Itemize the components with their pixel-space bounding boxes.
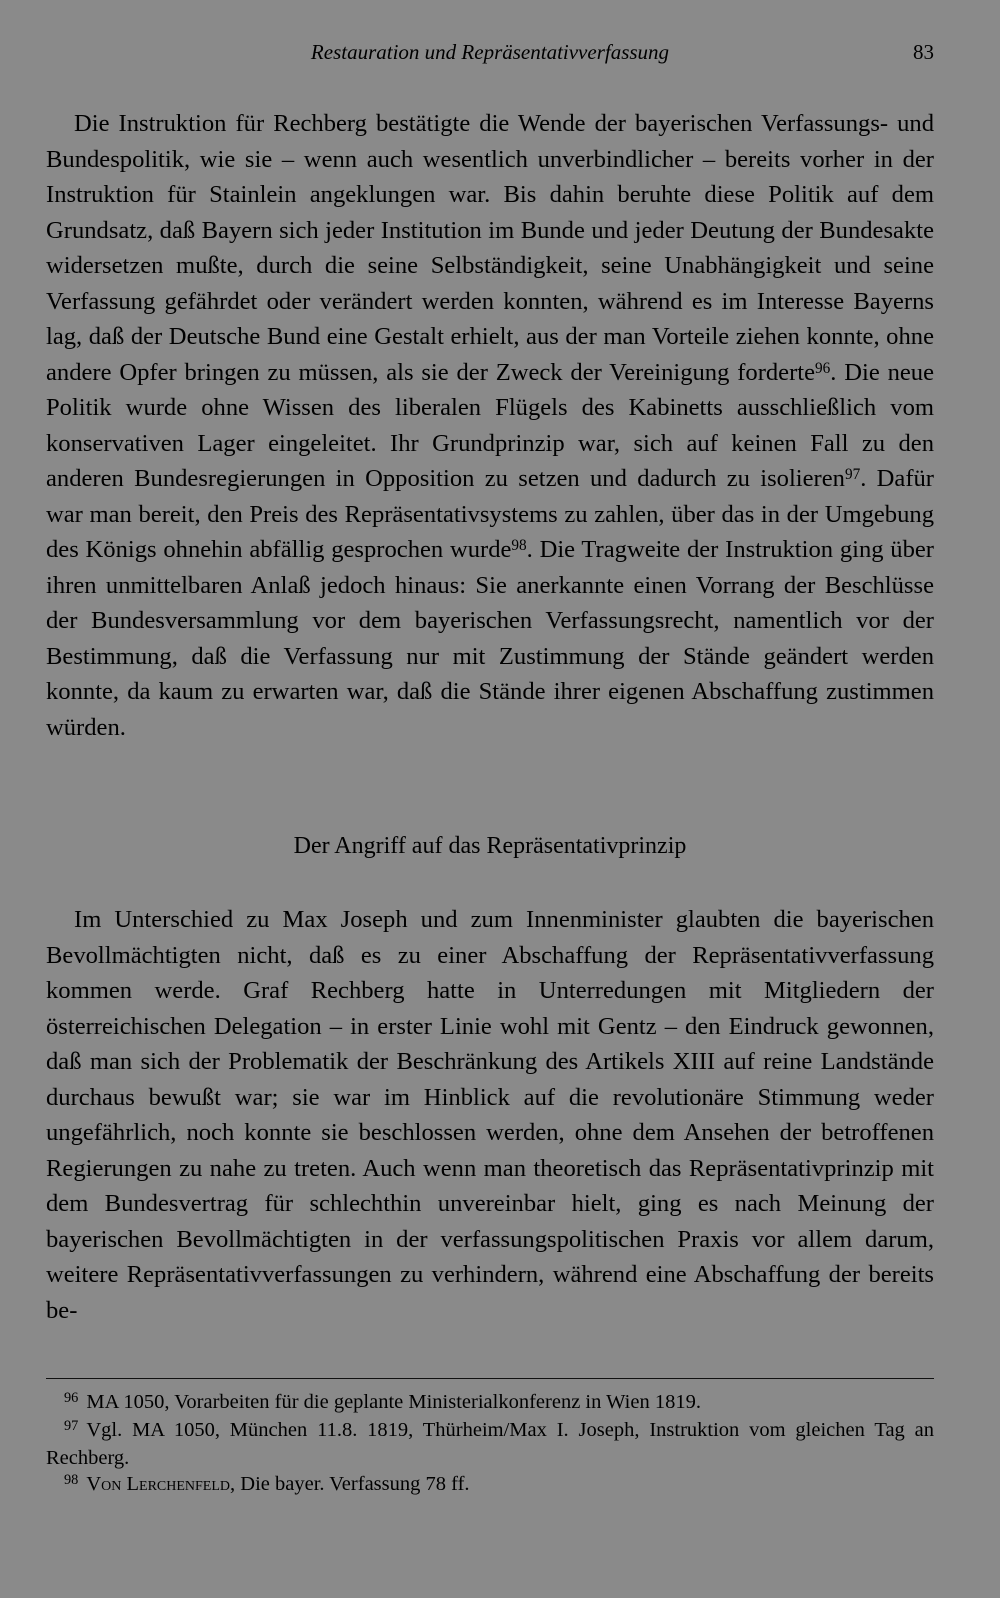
footnote-ref-98[interactable]: 98 xyxy=(511,537,527,555)
footnote-ref-97[interactable]: 97 xyxy=(844,466,861,484)
running-title: Restauration und Repräsentativverfassung xyxy=(310,40,670,64)
footnotes xyxy=(46,1389,934,1499)
footnote-text: , Die bayer. Verfassung 78 ff. xyxy=(230,1473,470,1495)
section-heading: Der Angriff auf das Repräsentativprinzip xyxy=(293,833,687,859)
running-head xyxy=(46,40,934,74)
book-page xyxy=(46,40,934,1570)
paragraph-1-text-d: . Die Tragweite der Instruktion ging über ihren unmittelbaren Anlaß jedoch hinaus: Sie anerkannte einen Vorrang der Beschlüsse der Bundesversammlung vor dem bayerischen Verfassungsrecht, namentlich vor der Bestimmung, daß die Verfassung nur mit Zustimmung der Stände geändert werden konnte, da kaum zu erwarten war, daß die Stände ihrer eigenen Abschaffung zustimmen würden. xyxy=(46,536,934,741)
footnote-text: Vgl. MA 1050, München 11.8. 1819, Thürheim/Max I. Joseph, Instruktion vom gleichen Tag an Rechberg. xyxy=(46,1419,934,1469)
footnote-text: MA 1050, Vorarbeiten für die geplante Ministerialkonferenz in Wien 1819. xyxy=(86,1391,701,1413)
footnote-number: 96 xyxy=(64,1389,79,1406)
footnote-96 xyxy=(46,1389,934,1417)
footnote-number: 97 xyxy=(64,1417,79,1434)
footnote-author: Von Lerchenfeld xyxy=(86,1473,231,1495)
paragraph-1-text-c: . Dafür war man bereit, den Preis des Repräsentativsystems zu zahlen, über das in der Umgebung des Königs ohnehin abfällig gesprochen wurde xyxy=(46,465,934,563)
paragraph-1-text-a: Die Instruktion für Rechberg bestätigte die Wende der bayerischen Verfassungs- und Bundespolitik, wie sie – wenn auch wesentlich unverbindlicher – bereits vorher in der Instruktion für Stainlein angeklungen war. Bis dahin beruhte diese Politik auf dem Grundsatz, daß Bayern sich jeder Institution im Bunde und jeder Deutung der Bundesakte widersetzen mußte, durch die seine Selbständigkeit, seine Unabhängigkeit und seine Verfassung gefährdet oder verändert werden konnten, während es im Interesse Bayerns lag, daß der Deutsche Bund eine Gestalt erhielt, aus der man Vorteile ziehen konnte, ohne andere Opfer bringen zu müssen, als sie der Zweck der Vereinigung forderte xyxy=(46,110,934,386)
footnote-number: 98 xyxy=(64,1471,79,1488)
footnote-ref-96[interactable]: 96 xyxy=(815,359,831,377)
page-number: 83 xyxy=(913,40,934,64)
footnote-97 xyxy=(46,1417,934,1471)
paragraph-1-text-b: . Die neue Politik wurde ohne Wissen des liberalen Flügels des Kabinetts ausschließlich vom konservativen Lager eingeleitet. Ihr Grundprinzip war, sich auf keinen Fall zu den anderen Bundesregierungen in Opposition zu setzen und dadurch zu isolieren xyxy=(46,358,934,492)
footnote-divider xyxy=(46,1378,934,1379)
body-paragraph-1 xyxy=(46,106,934,745)
footnote-98 xyxy=(46,1471,934,1499)
body-paragraph-2: Im Unterschied zu Max Joseph und zum Innenminister glaubten die bayerischen Bevollmächtigten nicht, daß es zu einer Abschaffung der Repräsentativverfassung kommen werde. Graf Rechberg hatte in Unterredungen mit Mitgliedern der österreichischen Delegation – in erster Linie wohl mit Gentz – den Eindruck gewonnen, daß man sich der Problematik der Beschränkung des Artikels XIII auf reine Landstände durchaus bewußt war; sie war im Hinblick auf die revolutionäre Stimmung weder ungefährlich, noch konnte sie beschlossen werden, ohne dem Ansehen der betroffenen Regierungen zu nahe zu treten. Auch wenn man theoretisch das Repräsentativprinzip mit dem Bundesvertrag für schlechthin unvereinbar hielt, ging es nach Meinung der bayerischen Bevollmächtigten in der verfassungspolitischen Praxis vor allem darum, weitere Repräsentativverfassungen zu verhindern, während eine Abschaffung der bereits be- xyxy=(46,906,934,1324)
